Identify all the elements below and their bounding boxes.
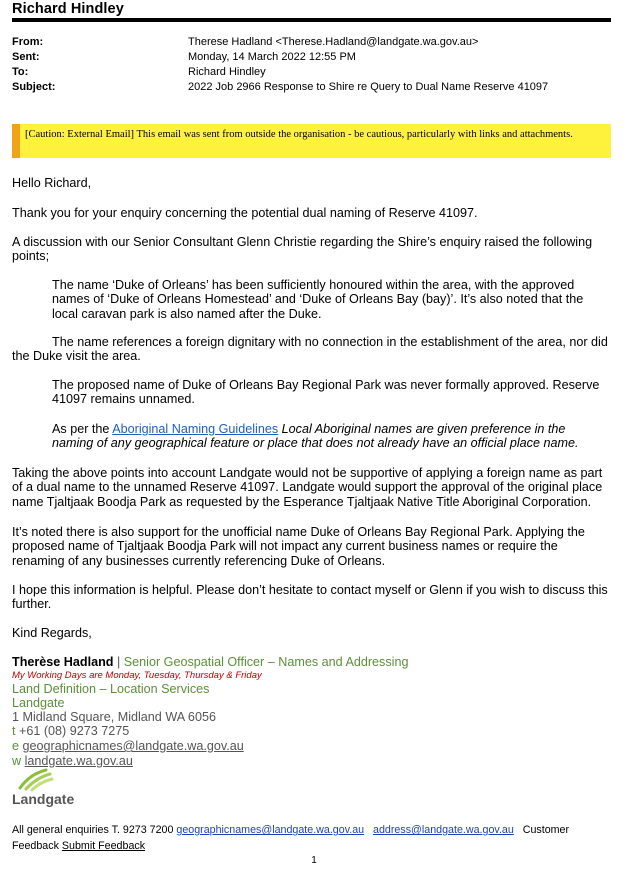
paragraph-landgate-position: Taking the above points into account Landgate would not be supportive of applying a foreign name as part of a dual name to the unnamed Reserve 41097. Landgate would support the approval of the original place name Tjaltjaak Boodja Park as requested by the Esperance Tjaltjaak Native Title Aboriginal Corporation.	[12, 466, 603, 509]
from-label: From:	[12, 36, 44, 48]
caution-text: [Caution: External Email] This email was sent from outside the organisation - be cautious, particularly with links and attachments.	[25, 129, 573, 140]
caution-accent-bar	[12, 124, 20, 158]
footer-feedback-prefix: Customer Feedback	[12, 824, 570, 852]
signature-separator: |	[113, 655, 124, 669]
signature-title: Senior Geospatial Officer – Names and Addressing	[123, 655, 409, 669]
landgate-logo-icon	[12, 768, 82, 808]
phone-prefix: t	[12, 724, 16, 738]
closing: Kind Regards,	[12, 626, 92, 640]
paragraph-intro: Thank you for your enquiry concerning the potential dual naming of Reserve 41097.	[12, 206, 478, 220]
from-value: Therese Hadland <Therese.Hadland@landgate.wa.gov.au>	[188, 36, 479, 48]
signature-email-link[interactable]: geographicnames@landgate.wa.gov.au	[22, 739, 244, 753]
signature-email	[12, 739, 244, 753]
submit-feedback-link[interactable]: Submit Feedback	[61, 840, 146, 852]
to-label: To:	[12, 66, 29, 78]
email-prefix: e	[12, 739, 20, 753]
page-number: 1	[311, 855, 317, 866]
subject-label: Subject:	[12, 81, 56, 93]
aboriginal-naming-guidelines-link[interactable]: Aboriginal Naming Guidelines	[112, 422, 279, 436]
point-aboriginal-guidelines	[52, 422, 610, 451]
header-divider	[12, 18, 611, 22]
paragraph-helpful: I hope this information is helpful. Please don’t hesitate to contact myself or Glenn if you wish to discuss this further.	[12, 583, 608, 612]
working-days: My Working Days are Monday, Tuesday, Thursday & Friday	[12, 670, 262, 681]
to-value: Richard Hindley	[188, 66, 266, 78]
signature-web	[12, 754, 133, 768]
footer-email-link[interactable]: geographicnames@landgate.wa.gov.au	[176, 824, 365, 836]
landgate-logo	[12, 768, 82, 808]
sent-label: Sent:	[12, 51, 40, 63]
mailbox-owner-name: Richard Hindley	[12, 1, 124, 17]
guidelines-quote: Local Aboriginal names are given preference in the naming of any geographical feature or place that does not already have an official place name.	[52, 422, 579, 451]
logo-wordmark: Landgate	[12, 791, 75, 807]
greeting: Hello Richard,	[12, 176, 92, 190]
point-foreign-dignitary: The name references a foreign dignitary with no connection in the establishment of the area, nor did the Duke visit the area.	[12, 335, 608, 364]
web-prefix: w	[12, 754, 22, 768]
signature-phone	[12, 724, 129, 738]
footer-address-link[interactable]: address@landgate.wa.gov.au	[373, 824, 514, 836]
external-email-caution-banner	[12, 124, 611, 158]
paragraph-discussion: A discussion with our Senior Consultant Glenn Christie regarding the Shire’s enquiry raised the following points;	[12, 235, 593, 264]
signature-web-link[interactable]: landgate.wa.gov.au	[24, 754, 133, 768]
signature-name: Therèse Hadland	[12, 655, 114, 669]
point-not-approved: The proposed name of Duke of Orleans Bay Regional Park was never formally approved. Reserve 41097 remains unnamed.	[52, 378, 600, 407]
footer-enquiries: All general enquiries T. 9273 7200	[12, 824, 177, 836]
sent-value: Monday, 14 March 2022 12:55 PM	[188, 51, 356, 63]
paragraph-unofficial-name: It’s noted there is also support for the unofficial name Duke of Orleans Bay Regional Park. Applying the proposed name of Tjaltjaak Boodja Park will not impact any current business names or require the renaming of any businesses currently referencing Duke of Orleans.	[12, 525, 585, 568]
signature-address: 1 Midland Square, Midland WA 6056	[12, 710, 216, 724]
signature-name-line	[12, 655, 408, 669]
footer	[12, 822, 617, 854]
signature-department: Land Definition – Location Services	[12, 682, 210, 696]
signature-org: Landgate	[12, 696, 65, 710]
subject-value: 2022 Job 2966 Response to Shire re Query to Dual Name Reserve 41097	[188, 81, 549, 93]
guidelines-prefix: As per the	[52, 422, 113, 436]
phone-number: +61 (08) 9273 7275	[15, 724, 130, 738]
point-honoured: The name ‘Duke of Orleans’ has been sufficiently honoured within the area, with the approved names of ‘Duke of Orleans Homestead’ and ‘Duke of Orleans Bay (bay)’. It’s also noted that the local caravan park is also named after the Duke.	[52, 278, 584, 321]
